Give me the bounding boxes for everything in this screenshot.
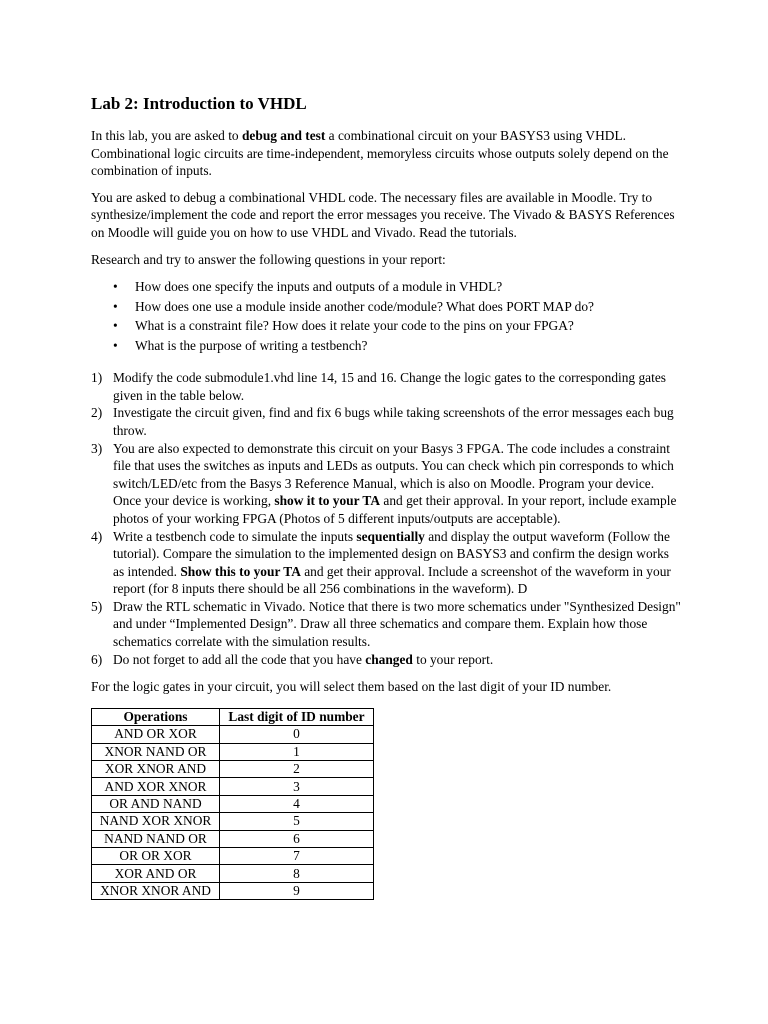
bullet-icon: • [113, 318, 118, 334]
task-item-5 [91, 598, 681, 651]
task-text: Draw the RTL schematic in Vivado. Notice that there is two more schematics under "Synthesized Design" and under “Implemented Design”. Draw all three schematics and compare them. Explain how those schematics correlate with the simulation results. [113, 598, 681, 650]
task-text: Modify the code submodule1.vhd line 14, 15 and 16. Change the logic gates to the corresponding gates given in the table below. [113, 370, 666, 403]
task-item-6 [91, 651, 681, 669]
task-text: and get their approval. Include a screenshot of the waveform in your report (for 8 inputs there should be all 256 combinations in the waveform). D [113, 563, 671, 597]
research-paragraph: Research and try to answer the following questions in your report: [91, 251, 446, 267]
bullet-icon: • [113, 337, 118, 353]
task-bold: sequentially [356, 528, 425, 544]
digit-cell: 6 [220, 830, 374, 847]
digit-cell: 9 [220, 882, 374, 899]
task-bold: show it to your TA [274, 493, 381, 509]
table-row [92, 761, 374, 778]
table-row [92, 830, 374, 847]
question-text: What is the purpose of writing a testbench? [135, 337, 368, 353]
question-item [113, 297, 681, 317]
task-item-3 [91, 440, 681, 528]
operations-cell: XNOR NAND OR [92, 743, 220, 760]
bullet-icon: • [113, 279, 118, 295]
question-item [113, 316, 681, 336]
document-body [91, 93, 681, 900]
digit-cell: 8 [220, 865, 374, 882]
table-row [92, 813, 374, 830]
logic-gates-paragraph: For the logic gates in your circuit, you will select them based on the last digit of your ID number. [91, 679, 612, 695]
question-text: How does one specify the inputs and outputs of a module in VHDL? [135, 279, 503, 295]
task-number: 5) [91, 598, 103, 614]
intro-paragraph [91, 127, 681, 180]
task-item-2 [91, 404, 681, 439]
question-text: What is a constraint file? How does it relate your code to the pins on your FPGA? [135, 318, 574, 334]
header-last-digit: Last digit of ID number [220, 708, 374, 725]
intro-bold: debug and test [241, 128, 326, 143]
task-bold: changed [365, 651, 413, 667]
task-text: Write a testbench code to simulate the inputs [113, 528, 357, 544]
operations-cell: XNOR XNOR AND [92, 882, 220, 899]
task-number: 1) [91, 370, 103, 386]
digit-cell: 0 [220, 726, 374, 743]
table-header-row [92, 708, 374, 725]
intro-text-after: a combinational circuit on your BASYS3 using VHDL. Combinational logic circuits are time-independent, memoryless circuits whose outputs solely depend on the combination of inputs. [91, 128, 669, 179]
operations-cell: NAND XOR XNOR [92, 813, 220, 830]
digit-cell: 3 [220, 778, 374, 795]
operations-cell: AND XOR XNOR [92, 778, 220, 795]
document-title: Lab 2: Introduction to VHDL [91, 94, 307, 113]
task-number: 3) [91, 440, 103, 456]
task-text: to your report. [412, 651, 494, 667]
task-text: You are also expected to demonstrate this circuit on your Basys 3 FPGA. The code includes a constraint file that uses the switches as inputs and LEDs as outputs. You can check which pin corresponds to which switch/LED/etc from the Basys 3 Reference Manual, which is also on Moodle. Program your device. Once your device is working, [113, 440, 674, 509]
task-text: and display the output waveform (Follow the tutorial). Compare the simulation to the implemented design on BASYS3 and confirm the design works as intended. [113, 528, 670, 579]
operations-cell: XOR AND OR [92, 865, 220, 882]
digit-cell: 4 [220, 795, 374, 812]
question-item [113, 336, 681, 356]
operations-cell: NAND NAND OR [92, 830, 220, 847]
logic-gates-table [91, 708, 374, 900]
intro-text-before: In this lab, you are asked to [91, 128, 242, 143]
table-row [92, 795, 374, 812]
task-number: 2) [91, 405, 103, 421]
table-row [92, 726, 374, 743]
task-number: 6) [91, 651, 103, 667]
task-item-4 [91, 528, 681, 598]
operations-cell: OR AND NAND [92, 795, 220, 812]
digit-cell: 7 [220, 847, 374, 864]
operations-cell: XOR XNOR AND [92, 761, 220, 778]
header-operations: Operations [92, 708, 220, 725]
question-text: How does one use a module inside another code/module? What does PORT MAP do? [135, 298, 594, 314]
table-row [92, 882, 374, 899]
task-item-1 [91, 369, 681, 404]
task-text: Do not forget to add all the code that you have [113, 651, 366, 667]
task-text: Investigate the circuit given, find and fix 6 bugs while taking screenshots of the error messages each bug throw. [113, 405, 674, 438]
tasks-list [91, 369, 681, 668]
table-row [92, 847, 374, 864]
task-text: and get their approval. In your report, include example photos of your working FPGA (Photos of 5 different inputs/outputs are acceptable). [113, 493, 677, 526]
bullet-icon: • [113, 298, 118, 314]
table-row [92, 743, 374, 760]
questions-list [91, 277, 681, 355]
operations-cell: OR OR XOR [92, 847, 220, 864]
digit-cell: 2 [220, 761, 374, 778]
digit-cell: 1 [220, 743, 374, 760]
task-number: 4) [91, 528, 103, 544]
table-row [92, 865, 374, 882]
task-bold: Show this to your TA [180, 563, 301, 579]
question-item [113, 277, 681, 297]
debug-paragraph: You are asked to debug a combinational VHDL code. The necessary files are available in Moodle. Try to synthesize/implement the code and report the error messages you receive. The Vivado & BASYS References on Moodle will guide you on how to use VHDL and Vivado. Read the tutorials. [91, 189, 675, 240]
table-row [92, 778, 374, 795]
digit-cell: 5 [220, 813, 374, 830]
operations-cell: AND OR XOR [92, 726, 220, 743]
